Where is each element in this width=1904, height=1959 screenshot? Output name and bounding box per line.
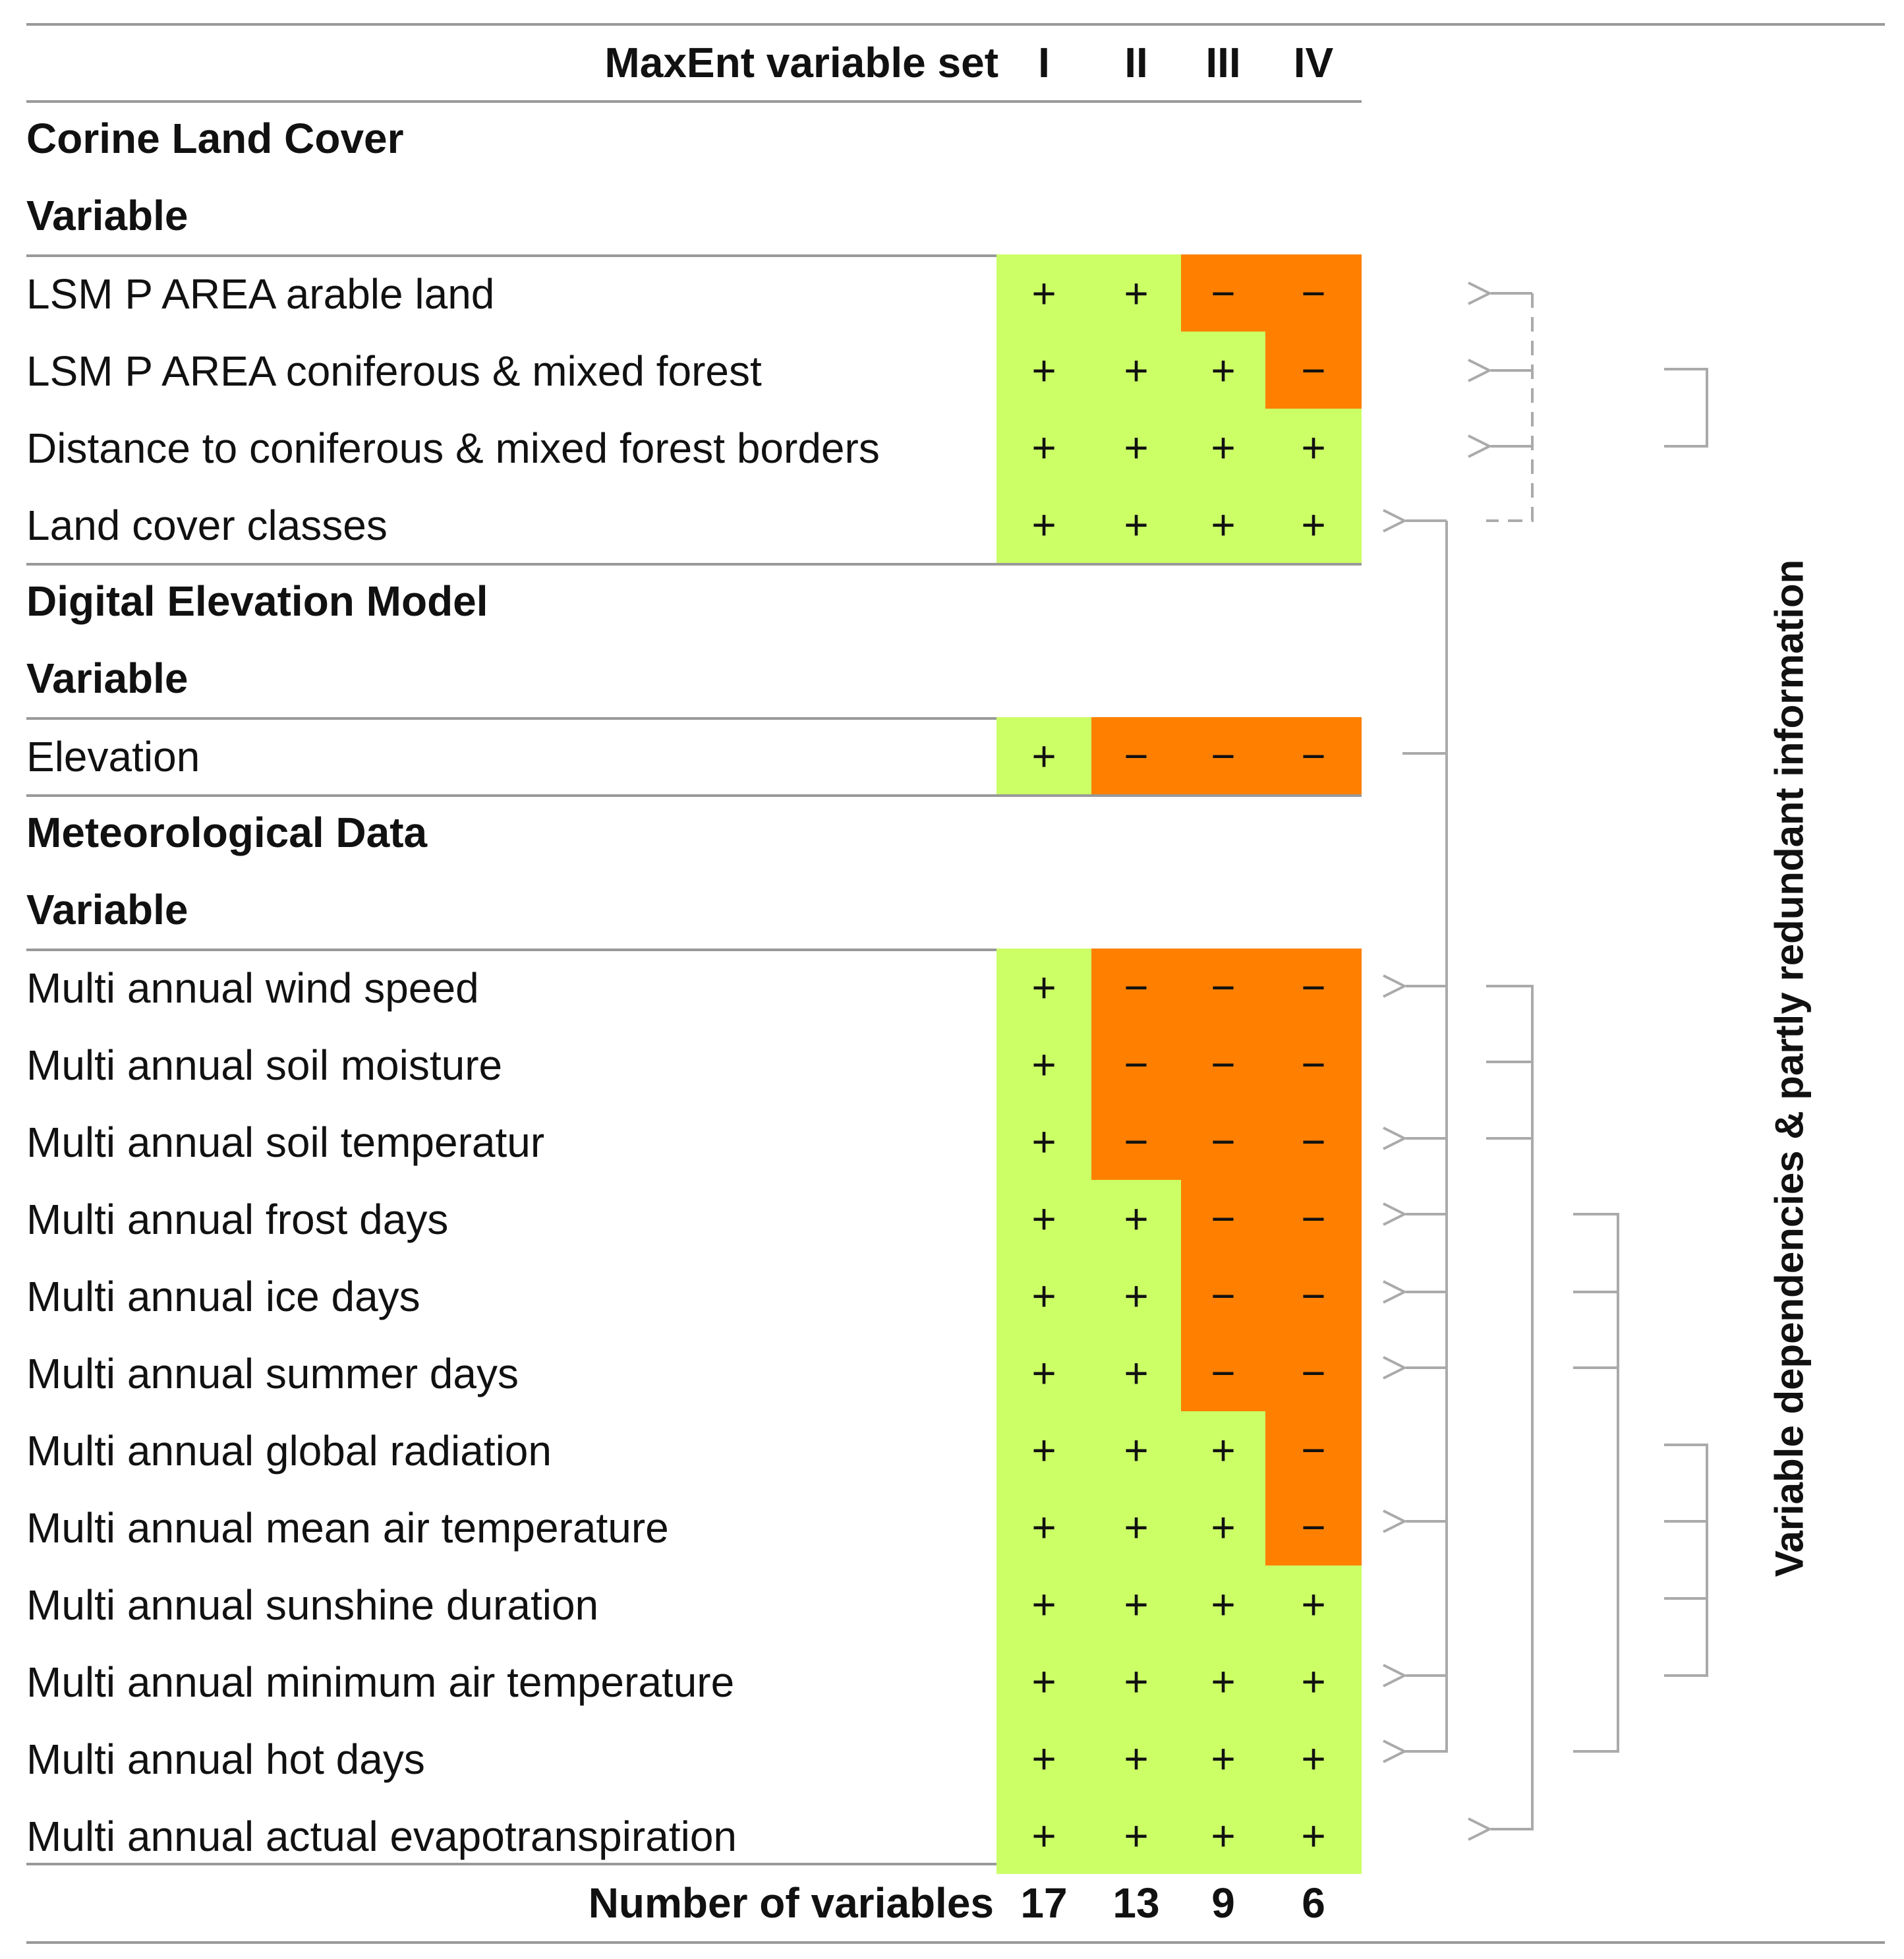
set-cell: +	[996, 1797, 1091, 1874]
set-cell: −	[1265, 1103, 1362, 1180]
set-cell: −	[1181, 1180, 1265, 1257]
set-cell: +	[1091, 1411, 1181, 1488]
set-cell: +	[1181, 1488, 1265, 1565]
set-cell: +	[996, 1180, 1091, 1257]
variable-label: Multi annual minimum air temperature	[26, 1658, 735, 1706]
set-cell: −	[1181, 1026, 1265, 1103]
variable-label: LSM P AREA arable land	[26, 270, 495, 318]
set-cell: −	[1265, 1334, 1362, 1411]
set-cell: −	[1181, 1334, 1265, 1411]
variable-label: Multi annual soil moisture	[26, 1041, 503, 1089]
footer-label: Number of variables	[588, 1879, 994, 1927]
variable-label: Multi annual sunshine duration	[26, 1581, 599, 1629]
set-cell: −	[1265, 949, 1362, 1026]
set-cell: +	[996, 1334, 1091, 1411]
variable-label: Distance to coniferous & mixed forest borders	[26, 424, 880, 472]
set-cell: −	[1181, 1103, 1265, 1180]
set-cell: +	[996, 1720, 1091, 1797]
variable-label: LSM P AREA coniferous & mixed forest	[26, 347, 762, 395]
set-cell: +	[1091, 332, 1181, 409]
count-set-II: 13	[1112, 1879, 1160, 1927]
set-cell: +	[1265, 1720, 1362, 1797]
section-subheading: Variable	[26, 886, 188, 933]
set-cell: +	[1091, 1257, 1181, 1334]
set-cell: +	[996, 1488, 1091, 1565]
variable-label: Multi annual wind speed	[26, 964, 479, 1012]
set-cell: +	[1181, 1720, 1265, 1797]
bracket-forest	[1664, 369, 1707, 446]
set-cell: +	[1265, 1797, 1362, 1874]
set-cell: +	[1091, 1797, 1181, 1874]
set-cell: +	[1091, 1334, 1181, 1411]
section-title-meteo: Meteorological Data	[26, 809, 428, 856]
set-cell: +	[996, 486, 1091, 563]
variable-label: Multi annual mean air temperature	[26, 1504, 669, 1552]
header-set-IV: IV	[1293, 39, 1334, 86]
variable-label: Multi annual soil temperatur	[26, 1119, 545, 1166]
set-cell: +	[1181, 1565, 1265, 1643]
dashed-dependency-group	[1486, 293, 1532, 521]
set-cell: +	[996, 254, 1091, 332]
set-cell: −	[1265, 1488, 1362, 1565]
set-cell: −	[1265, 1257, 1362, 1334]
set-cell: −	[1265, 1411, 1362, 1488]
variable-label: Elevation	[26, 733, 200, 780]
section-title-dem: Digital Elevation Model	[26, 577, 488, 625]
set-cell: +	[1265, 1565, 1362, 1643]
set-cell: +	[1265, 486, 1362, 563]
set-cell: −	[1091, 949, 1181, 1026]
variable-label: Multi annual ice days	[26, 1273, 420, 1320]
section-subheading: Variable	[26, 192, 188, 239]
set-cell: +	[996, 1026, 1091, 1103]
set-cell: −	[1265, 254, 1362, 332]
variable-label: Land cover classes	[26, 502, 388, 549]
variable-label: Multi annual global radiation	[26, 1427, 552, 1475]
set-cell: −	[1181, 717, 1265, 794]
count-set-III: 9	[1211, 1879, 1235, 1927]
set-cell: −	[1091, 1026, 1181, 1103]
variable-label: Multi annual actual evapotranspiration	[26, 1813, 737, 1860]
set-cell: −	[1181, 1257, 1265, 1334]
set-cell: +	[996, 949, 1091, 1026]
count-set-IV: 6	[1302, 1879, 1325, 1927]
set-cell: +	[1181, 1411, 1265, 1488]
set-cell: +	[996, 409, 1091, 486]
set-cell: +	[1265, 409, 1362, 486]
bracket-landcover	[1402, 521, 1447, 1751]
set-cell: +	[1091, 254, 1181, 332]
set-cell: +	[996, 1411, 1091, 1488]
set-cell: −	[1265, 1026, 1362, 1103]
set-cell: +	[996, 1643, 1091, 1720]
set-cell: +	[1091, 1488, 1181, 1565]
set-cell: +	[1181, 409, 1265, 486]
set-cell: −	[1181, 254, 1265, 332]
set-cell: +	[996, 1565, 1091, 1643]
header-set-III: III	[1205, 39, 1241, 86]
set-cell: +	[1091, 1720, 1181, 1797]
header-label: MaxEnt variable set	[604, 39, 998, 86]
variable-label: Multi annual hot days	[26, 1736, 425, 1783]
set-cell: −	[1265, 332, 1362, 409]
section-title-corine: Corine Land Cover	[26, 115, 404, 162]
variable-label: Multi annual frost days	[26, 1196, 449, 1243]
bracket-days	[1573, 1214, 1618, 1751]
set-cell: +	[1091, 486, 1181, 563]
set-cell: +	[996, 1257, 1091, 1334]
set-cell: −	[1265, 717, 1362, 794]
bracket-soil	[1486, 986, 1532, 1829]
header-set-II: II	[1124, 39, 1148, 86]
set-cell: +	[996, 332, 1091, 409]
header-set-I: I	[1038, 39, 1050, 86]
set-cell: −	[1091, 717, 1181, 794]
side-label: Variable dependencies & partly redundant information	[1767, 559, 1812, 1577]
set-cell: −	[1181, 949, 1265, 1026]
set-cell: +	[1181, 332, 1265, 409]
set-cell: +	[1091, 1643, 1181, 1720]
set-cell: +	[1181, 486, 1265, 563]
set-cell: +	[1265, 1643, 1362, 1720]
variable-label: Multi annual summer days	[26, 1350, 519, 1397]
set-cell: +	[1091, 1565, 1181, 1643]
set-cell: −	[1265, 1180, 1362, 1257]
set-cell: −	[1091, 1103, 1181, 1180]
set-cell: +	[1181, 1797, 1265, 1874]
set-cell: +	[1091, 409, 1181, 486]
set-cell: +	[996, 717, 1091, 794]
bracket-radiation	[1664, 1445, 1707, 1676]
count-set-I: 17	[1020, 1879, 1068, 1927]
set-cell: +	[1181, 1643, 1265, 1720]
set-cell: +	[996, 1103, 1091, 1180]
set-cell: +	[1091, 1180, 1181, 1257]
section-subheading: Variable	[26, 655, 188, 702]
